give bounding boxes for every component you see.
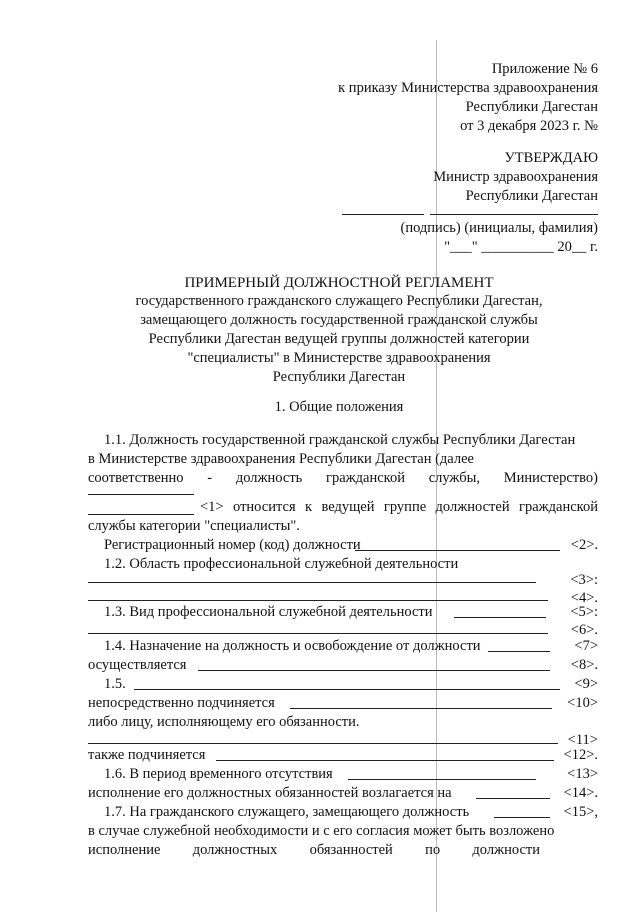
para-1-1-line-5: <1> относится к ведущей группе должностей гражданской xyxy=(200,499,598,515)
blank-line xyxy=(476,798,550,799)
para-1-6-line-2: исполнение его должностных обязанностей возлагается на xyxy=(88,785,452,801)
blank-line xyxy=(454,617,546,618)
footnote-ref: <4>. xyxy=(570,590,598,606)
para-1-5: 1.5. xyxy=(104,676,126,692)
header-republic: Республики Дагестан xyxy=(465,99,598,115)
blank-line xyxy=(348,779,536,780)
footnote-ref: <15>, xyxy=(563,804,598,820)
signature-caption: (подпись) (инициалы, фамилия) xyxy=(400,220,598,236)
footnote-ref: <8>. xyxy=(570,657,598,673)
para-1-1-line-2: в Министерстве здравоохранения Республики Дагестан (далее xyxy=(88,451,474,467)
blank-line xyxy=(88,514,194,515)
word: по xyxy=(425,842,441,858)
word: исполнение xyxy=(88,842,161,858)
para-1-1-line-6: службы категории "специалисты". xyxy=(88,518,300,534)
word: Министерство) xyxy=(503,470,598,486)
blank-line xyxy=(88,743,558,744)
footnote-ref: <11> xyxy=(567,732,598,748)
blank-line xyxy=(290,708,552,709)
para-1-6: 1.6. В период временного отсутствия xyxy=(104,766,333,782)
initials-line xyxy=(430,214,598,215)
para-1-2: 1.2. Область профессиональной служебной деятельности xyxy=(104,556,459,572)
para-1-7-line-2: в случае служебной необходимости и с его согласия может быть возложено xyxy=(88,823,555,839)
blank-line xyxy=(494,817,550,818)
title-line-5: Республики Дагестан xyxy=(272,369,406,385)
order-date: от 3 декабря 2023 г. № xyxy=(460,118,598,134)
signature-line xyxy=(342,214,424,215)
para-1-5-line-5: также подчиняется xyxy=(88,747,206,763)
blank-line xyxy=(88,582,536,583)
para-1-4-line-2: осуществляется xyxy=(88,657,187,673)
footnote-ref: <14>. xyxy=(563,785,598,801)
word: должностных xyxy=(192,842,278,858)
blank-line xyxy=(216,760,554,761)
blank-line xyxy=(488,651,550,652)
word: гражданской xyxy=(326,470,405,486)
para-1-5-line-3: либо лицу, исполняющему его обязанности. xyxy=(88,714,360,730)
blank-line xyxy=(88,600,548,601)
word: должность xyxy=(235,470,303,486)
title-line-4: "специалисты" в Министерстве здравоохранения xyxy=(187,350,491,366)
para-1-1-line-3 xyxy=(88,469,598,488)
para-1-5-line-2: непосредственно подчиняется xyxy=(88,695,275,711)
footnote-ref: <9> xyxy=(574,676,598,692)
document-title: ПРИМЕРНЫЙ ДОЛЖНОСТНОЙ РЕГЛАМЕНТ xyxy=(184,275,494,291)
footnote-ref: <2>. xyxy=(570,537,598,553)
order-reference: к приказу Министерства здравоохранения xyxy=(338,80,598,96)
footnote-ref: <5>: xyxy=(570,604,598,620)
approver-title: Министр здравоохранения xyxy=(433,169,598,185)
title-line-2: замещающего должность государственной гражданской службы xyxy=(140,312,538,328)
footnote-ref: <13> xyxy=(567,766,598,782)
blank-line xyxy=(198,670,550,671)
footnote-ref: <6>. xyxy=(570,622,598,638)
para-1-7-line-3 xyxy=(88,841,540,860)
registration-number-label: Регистрационный номер (код) должности xyxy=(104,537,361,553)
title-line-1: государственного гражданского служащего Республики Дагестан, xyxy=(135,293,543,309)
word: соответственно xyxy=(88,470,184,486)
para-1-7: 1.7. На гражданского служащего, замещающего должность xyxy=(104,804,470,820)
approval-date-line: "___" __________ 20__ г. xyxy=(444,239,598,255)
blank-line xyxy=(134,689,560,690)
footnote-ref: <10> xyxy=(567,695,598,711)
blank-line xyxy=(88,494,194,495)
footnote-ref: <12>. xyxy=(563,747,598,763)
approve-heading: УТВЕРЖДАЮ xyxy=(504,150,598,166)
footnote-ref: <7> xyxy=(574,638,598,654)
approver-republic: Республики Дагестан xyxy=(465,188,598,204)
word: обязанностей xyxy=(309,842,393,858)
footnote-ref: <3>: xyxy=(570,572,598,588)
section-heading: 1. Общие положения xyxy=(274,399,404,415)
para-1-1-line-1: 1.1. Должность государственной гражданской службы Республики Дагестан xyxy=(104,432,576,448)
word: службы, xyxy=(428,470,481,486)
appendix-number: Приложение № 6 xyxy=(491,61,598,77)
word: должности xyxy=(472,842,540,858)
title-line-3: Республики Дагестан ведущей группы должностей категории xyxy=(148,331,530,347)
para-1-3: 1.3. Вид профессиональной служебной деятельности xyxy=(104,604,433,620)
blank-line xyxy=(88,633,548,634)
blank-line xyxy=(355,550,560,551)
word: - xyxy=(207,470,213,486)
para-1-4: 1.4. Назначение на должность и освобождение от должности xyxy=(104,638,481,654)
